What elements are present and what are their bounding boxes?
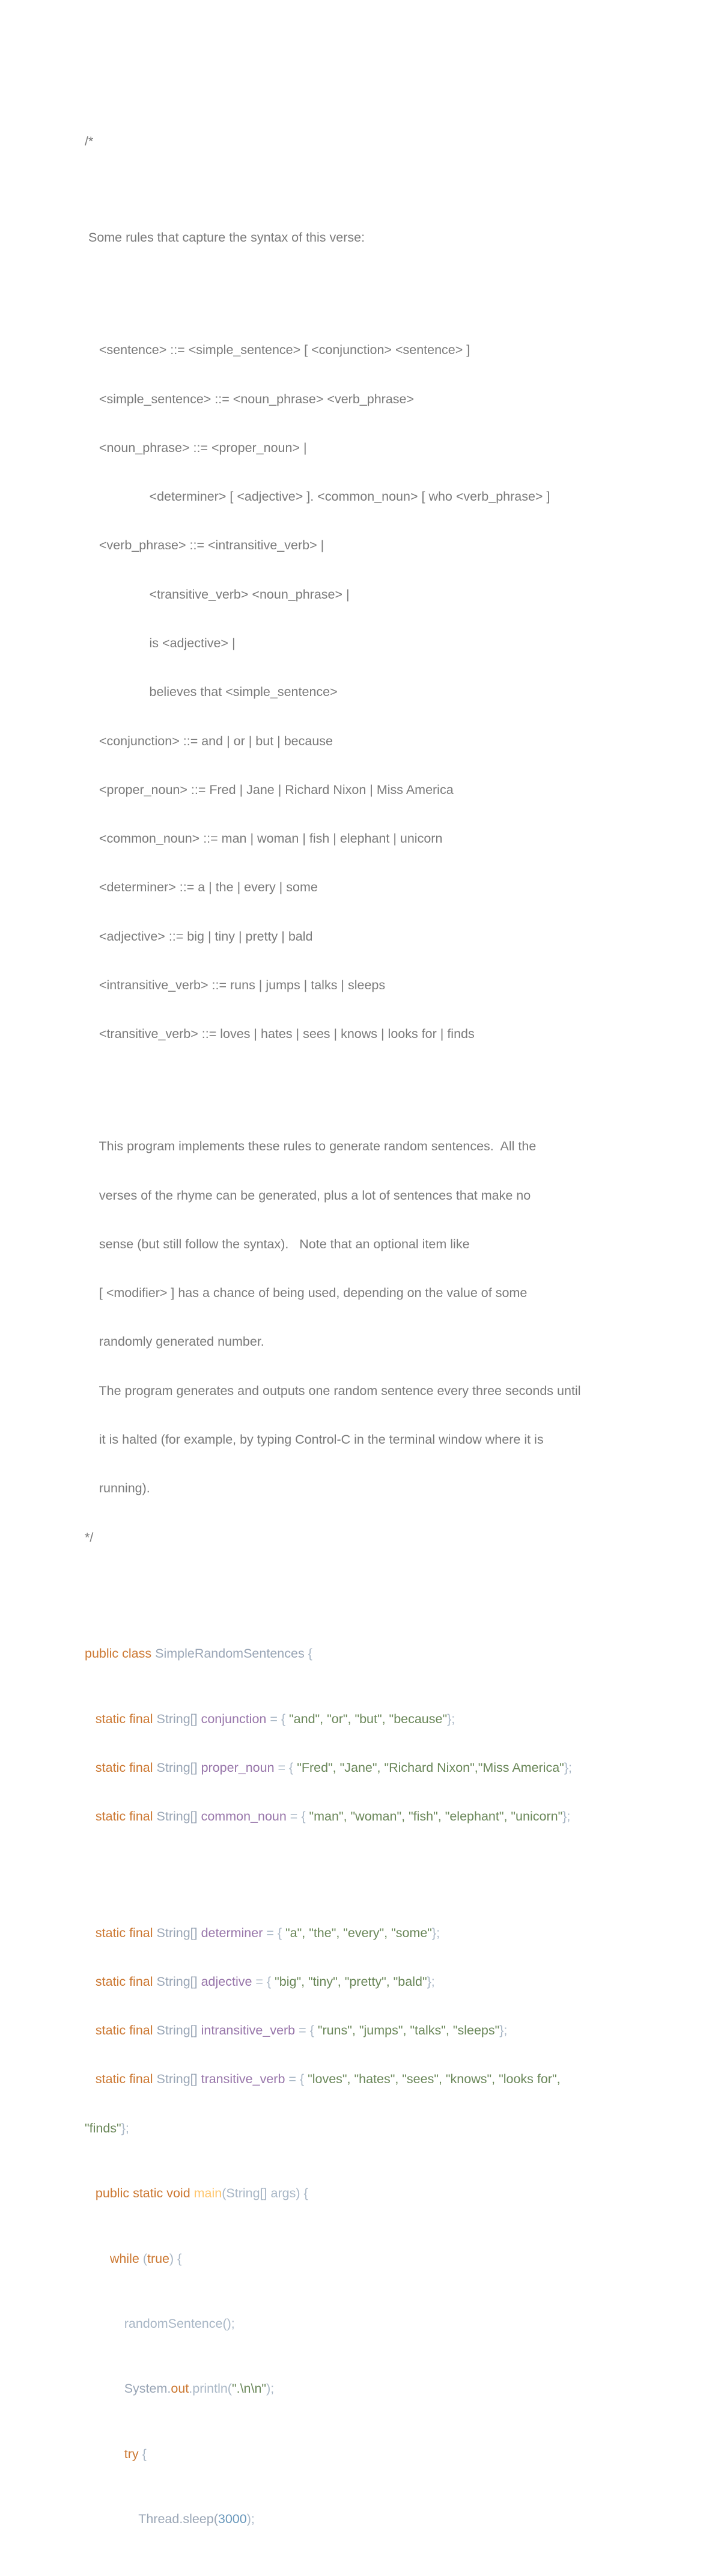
string-literal: ".\n\n"	[231, 2381, 267, 2396]
field-name: conjunction	[201, 1711, 267, 1726]
punctuation: };	[447, 1711, 455, 1726]
grammar-rule: <common_noun> ::= man | woman | fish | elephant | unicorn	[85, 831, 443, 846]
keyword: static final	[95, 1809, 157, 1824]
keyword: true	[147, 2251, 170, 2266]
number-literal: 3000	[218, 2512, 247, 2526]
grammar-rule: <adjective> ::= big | tiny | pretty | bald	[85, 929, 313, 944]
string-values: "a", "the", "every", "some"	[285, 1925, 432, 1940]
array-declaration	[85, 1808, 662, 1825]
grammar-rule: believes that <simple_sentence>	[85, 685, 338, 700]
type: String[]	[156, 1711, 201, 1726]
grammar-rule: <noun_phrase> ::= <proper_noun> |	[85, 440, 307, 455]
description-line: sense (but still follow the syntax). Note that an optional item like	[85, 1236, 470, 1251]
main-method-declaration	[85, 2185, 662, 2202]
grammar-rule: <intransitive_verb> ::= runs | jumps | talks | sleeps	[85, 977, 386, 992]
array-declaration-continued	[85, 2120, 662, 2137]
punctuation: {	[304, 1646, 312, 1661]
type: String[]	[156, 1809, 201, 1824]
array-declaration	[85, 1760, 662, 1776]
method-call	[85, 2316, 662, 2332]
punctuation: };	[121, 2120, 129, 2135]
array-declaration	[85, 2071, 662, 2087]
keyword: while	[109, 2251, 143, 2266]
string-values: "runs", "jumps", "talks", "sleeps"	[317, 2023, 500, 2038]
field-name: transitive_verb	[201, 2072, 285, 2087]
description-line: [ <modifier> ] has a chance of being used, depending on the value of some	[85, 1286, 528, 1301]
description-line: it is halted (for example, by typing Control-C in the terminal window where it is	[85, 1432, 544, 1447]
class-name: SimpleRandomSentences	[155, 1646, 305, 1661]
print-statement	[85, 2381, 662, 2397]
string-values: "big", "tiny", "pretty", "bald"	[275, 1974, 427, 1989]
try-block	[85, 2446, 662, 2462]
class-reference: System.	[124, 2381, 171, 2396]
call-text: randomSentence();	[124, 2316, 235, 2331]
field-name: common_noun	[201, 1809, 287, 1824]
keyword: public static void	[95, 2186, 194, 2201]
type: String[]	[156, 1974, 201, 1989]
description-line: The program generates and outputs one random sentence every three seconds until	[85, 1383, 581, 1398]
grammar-rule: <conjunction> ::= and | or | but | because	[85, 733, 333, 748]
punctuation: = {	[274, 1760, 297, 1775]
punctuation: = {	[295, 2023, 318, 2038]
static-field: out	[171, 2381, 189, 2396]
keyword: public class	[85, 1646, 156, 1661]
field-name: adjective	[201, 1974, 252, 1989]
method-name: main	[193, 2186, 222, 2201]
grammar-rule: <sentence> ::= <simple_sentence> [ <conjunction> <sentence> ]	[85, 343, 470, 358]
description-line: This program implements these rules to generate random sentences. All the	[85, 1139, 537, 1154]
method-call: .println(	[189, 2381, 232, 2396]
grammar-rule: is <adjective> |	[85, 636, 236, 650]
sleep-statement	[85, 2511, 662, 2527]
description-line: randomly generated number.	[85, 1334, 264, 1349]
type: String[]	[156, 2072, 201, 2087]
grammar-rule: <simple_sentence> ::= <noun_phrase> <verb_phrase>	[85, 391, 415, 406]
punctuation: );	[266, 2381, 275, 2396]
string-values: "Fred", "Jane", "Richard Nixon","Miss America"	[297, 1760, 564, 1775]
keyword: static final	[95, 2072, 157, 2087]
keyword: try	[124, 2446, 139, 2461]
type: String[]	[156, 1925, 201, 1940]
keyword: static final	[95, 1974, 157, 1989]
field-name: determiner	[201, 1925, 263, 1940]
class-declaration	[85, 1646, 662, 1662]
comment-close: */	[85, 1530, 94, 1545]
type: String[]	[156, 1760, 201, 1775]
punctuation: };	[431, 1925, 440, 1940]
string-values: "man", "woman", "fish", "elephant", "unicorn"	[309, 1809, 563, 1824]
keyword: static final	[95, 1711, 157, 1726]
punctuation: ) {	[169, 2251, 182, 2266]
punctuation: = {	[286, 1809, 309, 1824]
code-listing	[85, 85, 662, 2576]
method-call: Thread.sleep(	[138, 2512, 218, 2526]
field-name: proper_noun	[201, 1760, 275, 1775]
grammar-rule: <transitive_verb> ::= loves | hates | sees | knows | looks for | finds	[85, 1027, 475, 1042]
grammar-rule: <determiner> ::= a | the | every | some	[85, 880, 318, 895]
type: String[]	[156, 2023, 201, 2038]
method-args: (String[] args) {	[222, 2186, 308, 2201]
grammar-rule: <determiner> [ <adjective> ]. <common_noun> [ who <verb_phrase> ]	[85, 489, 550, 504]
grammar-rule: <verb_phrase> ::= <intransitive_verb> |	[85, 538, 324, 553]
string-values: "loves", "hates", "sees", "knows", "looks for",	[308, 2072, 561, 2087]
keyword: static final	[95, 1760, 157, 1775]
comment-open: /*	[85, 134, 94, 149]
keyword: static final	[95, 2023, 157, 2038]
punctuation: {	[138, 2446, 147, 2461]
while-loop	[85, 2251, 662, 2267]
array-declaration	[85, 1925, 662, 1941]
punctuation: = {	[252, 1974, 275, 1989]
description-line: running).	[85, 1481, 150, 1496]
array-declaration	[85, 2022, 662, 2039]
keyword: static final	[95, 1925, 157, 1940]
grammar-rule: <transitive_verb> <noun_phrase> |	[85, 587, 350, 602]
array-declaration	[85, 1711, 662, 1727]
punctuation: = {	[285, 2072, 308, 2087]
punctuation: = {	[266, 1711, 290, 1726]
punctuation: };	[562, 1809, 571, 1824]
punctuation: };	[564, 1760, 572, 1775]
field-name: intransitive_verb	[201, 2023, 296, 2038]
string-values: "and", "or", "but", "because"	[289, 1711, 448, 1726]
string-values: "finds"	[85, 2120, 121, 2135]
comment-intro: Some rules that capture the syntax of this verse:	[85, 230, 365, 245]
punctuation: };	[499, 2023, 508, 2038]
grammar-rule: <proper_noun> ::= Fred | Jane | Richard Nixon | Miss America	[85, 782, 454, 797]
description-line: verses of the rhyme can be generated, plus a lot of sentences that make no	[85, 1188, 531, 1203]
punctuation: = {	[263, 1925, 286, 1940]
punctuation: (	[142, 2251, 147, 2266]
punctuation: };	[427, 1974, 435, 1989]
punctuation: );	[246, 2512, 255, 2526]
array-declaration	[85, 1974, 662, 1990]
